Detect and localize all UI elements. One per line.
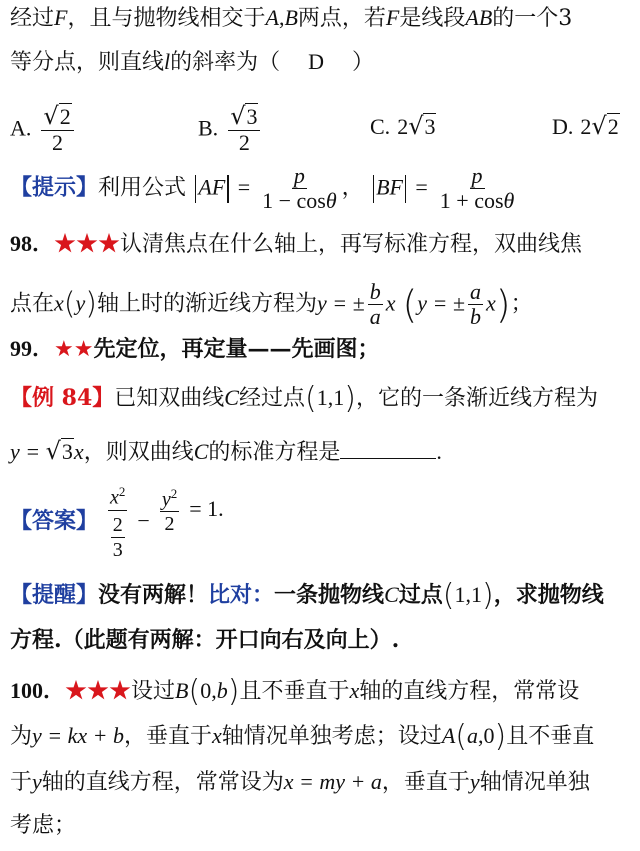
answer-tag: 【答案】 bbox=[10, 507, 99, 534]
item-98-line-1: 98．★★★认清焦点在什么轴上，再写标准方程，双曲线焦 bbox=[10, 231, 583, 257]
problem-line-2: 等分点，则直线l的斜率为（ D ） bbox=[10, 49, 375, 75]
item-100-line-4: 考虑； bbox=[10, 813, 77, 838]
reminder-tag: 【提醒】 bbox=[10, 582, 99, 608]
option-c: C. 2√3 bbox=[370, 112, 436, 140]
hint-line: 【提示】利用公式 AF = $\frac{p}{1 - \cos\theta}$ ， BF = $\frac{p}{1 + \cos\theta}$ bbox=[10, 163, 515, 213]
example-84-line-1: 【例 84】已知双曲线C经过点(1,1)，它的一条渐近线方程为 bbox=[10, 381, 598, 416]
rating-stars-100: ★★★ bbox=[65, 679, 132, 704]
option-b-fraction: $\frac{√3}{2}$ bbox=[228, 104, 260, 155]
hint-fraction-bf: $\frac{p}{1 + \cos\theta}$ bbox=[439, 163, 515, 213]
reminder-line-1: 【提醒】没有两解！比对：一条抛物线C过点(1,1)，求抛物线 bbox=[10, 578, 604, 613]
rating-stars-99: ★★ bbox=[54, 337, 94, 362]
problem-line-1: 经过F，且与抛物线相交于A,B两点，若F是线段AB的一个3 bbox=[10, 5, 573, 31]
answer-blank bbox=[340, 438, 436, 459]
reminder-line-2: 方程.（此题有两解：开口向右及向上）. bbox=[10, 627, 400, 653]
example-84-line-2: y = √3x，则双曲线C的标准方程是 . bbox=[10, 437, 442, 465]
asymptote-fraction-2: $\frac{a}{b}$ bbox=[469, 279, 481, 329]
item-100-line-2: 为y = kx + b，垂直于x轴情况单独考虑；设过A(a,0)且不垂直 bbox=[10, 719, 595, 754]
option-a: A. $\frac{√2}{2}$ bbox=[10, 104, 77, 155]
item-98-line-2: 点在x(y)轴上时的渐近线方程为y = ± $\frac{b}{a}$ x (y = ± $\frac{a}{b}$ x)； bbox=[10, 279, 533, 329]
rating-stars-98: ★★★ bbox=[54, 232, 121, 257]
answer-fraction-x: $\frac{x^2}{\frac{2}{3}}$ bbox=[108, 480, 127, 562]
hint-fraction-af: $\frac{p}{1 - \cos\theta}$ bbox=[262, 163, 337, 213]
asymptote-fraction-1: $\frac{b}{a}$ bbox=[369, 279, 381, 329]
option-d: D. 2√2 bbox=[552, 112, 619, 140]
hint-tag: 【提示】 bbox=[10, 174, 99, 201]
answer-line: 【答案】 $\frac{x^2}{\frac{2}{3}}$ − $\frac{y^2}{2}$ = 1. bbox=[10, 480, 224, 562]
answer-fraction-y: $\frac{y^2}{2}$ bbox=[160, 482, 179, 537]
item-99: 99．★★先定位，再定量——先画图； bbox=[10, 336, 380, 362]
option-a-fraction: $\frac{√2}{2}$ bbox=[41, 104, 73, 155]
item-100-line-1: 100．★★★设过B(0,b)且不垂直于x轴的直线方程，常常设 bbox=[10, 674, 580, 709]
option-b: B. $\frac{√3}{2}$ bbox=[198, 104, 263, 155]
item-100-line-3: 于y轴的直线方程，常常设为x = my + a，垂直于y轴情况单独 bbox=[10, 769, 590, 795]
example-tag: 【例 84】 bbox=[10, 385, 115, 411]
